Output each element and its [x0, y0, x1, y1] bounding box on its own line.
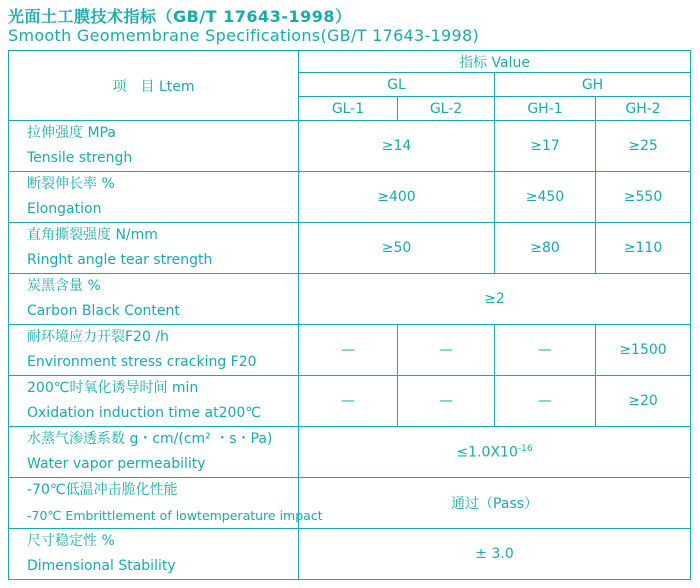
- value-cell: ≥25: [596, 121, 691, 172]
- row-label: 200℃时氧化诱导时间 min Oxidation induction time at200℃: [9, 376, 299, 427]
- value-cell: —: [398, 376, 495, 427]
- value-cell: ≥550: [596, 172, 691, 223]
- table-row: [9, 478, 691, 529]
- value-cell: ≥50: [299, 223, 495, 274]
- col-gh-1: GH-1: [495, 97, 596, 121]
- value-header: 指标 Value: [299, 51, 691, 73]
- table-row: [9, 325, 691, 376]
- col-gl-2: GL-2: [398, 97, 495, 121]
- value-cell: ≥80: [495, 223, 596, 274]
- value-cell: ≥17: [495, 121, 596, 172]
- row-label: 耐环境应力开裂F20 /h Environment stress cracking F20: [9, 325, 299, 376]
- value-cell: ≥450: [495, 172, 596, 223]
- col-gl-1: GL-1: [299, 97, 398, 121]
- value-cell: —: [495, 376, 596, 427]
- value-cell: ≥14: [299, 121, 495, 172]
- table-row: [9, 427, 691, 478]
- table-row: [9, 223, 691, 274]
- row-label: 水蒸气渗透系数 g・cm/(cm² ・s・Pa) Water vapor permeability: [9, 427, 299, 478]
- row-label: 拉伸强度 MPa Tensile strengh: [9, 121, 299, 172]
- value-cell: $\le 1.0X10^{-16}$: [299, 427, 691, 478]
- spec-table-frame: [8, 50, 690, 582]
- value-cell: ≥20: [596, 376, 691, 427]
- value-cell: —: [398, 325, 495, 376]
- value-cell: ≥2: [299, 274, 691, 325]
- value-cell: ≥110: [596, 223, 691, 274]
- table-row: [9, 274, 691, 325]
- table-row: [9, 529, 691, 580]
- row-label: -70℃低温冲击脆化性能 -70℃ Embrittlement of lowtemperature impact: [9, 478, 299, 529]
- group-gl: GL: [299, 73, 495, 97]
- row-label: 炭黑含量 % Carbon Black Content: [9, 274, 299, 325]
- value-cell: ≥400: [299, 172, 495, 223]
- group-gh: GH: [495, 73, 691, 97]
- value-cell: ≥1500: [596, 325, 691, 376]
- row-label: 尺寸稳定性 % Dimensional Stability: [9, 529, 299, 580]
- value-cell: —: [495, 325, 596, 376]
- value-cell: —: [299, 325, 398, 376]
- row-label: 断裂伸长率 % Elongation: [9, 172, 299, 223]
- row-label: 直角撕裂强度 N/mm Ringht angle tear strength: [9, 223, 299, 274]
- value-cell: —: [299, 376, 398, 427]
- item-header: 项 目 Ltem: [9, 51, 299, 121]
- value-cell: 通过（Pass）: [299, 478, 691, 529]
- col-gh-2: GH-2: [596, 97, 691, 121]
- title-english: Smooth Geomembrane Specifications(GB/T 17643-1998): [8, 26, 480, 45]
- title-chinese: 光面土工膜技术指标（GB/T 17643-1998）: [8, 7, 352, 26]
- spec-table: [8, 50, 691, 580]
- table-row: [9, 172, 691, 223]
- table-row: [9, 376, 691, 427]
- value-cell: ± 3.0: [299, 529, 691, 580]
- table-row: [9, 121, 691, 172]
